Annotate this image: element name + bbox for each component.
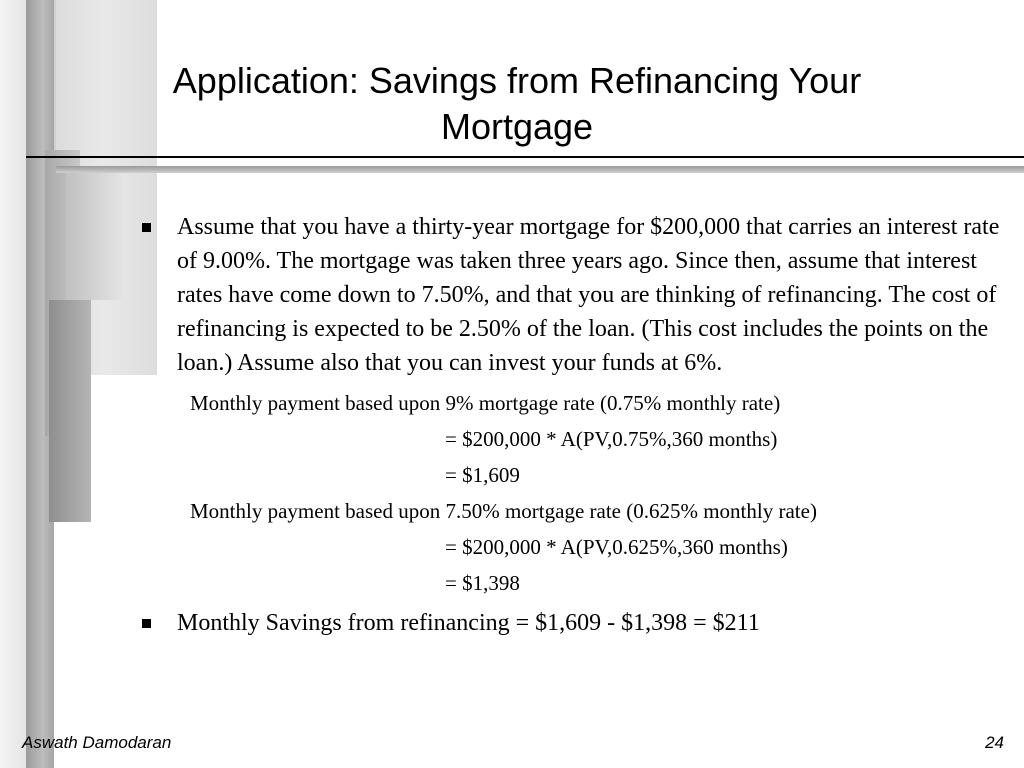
page-number: 24 (985, 733, 1004, 752)
decorative-bar-light-block (66, 170, 126, 300)
calc-line: = $200,000 * A(PV,0.75%,360 months) (445, 427, 778, 451)
slide-title-line-1: Application: Savings from Refinancing Your (172, 60, 862, 101)
bullet-text: Assume that you have a thirty-year mortgage for $200,000 that carries an interest rate of 9.00%. The mortgage was taken three years ago. Since then, assume that interest rates have come down to 7.50%, and that you are thinking of refinancing. The cost of refinancing is expected to be 2.50% of the loan. (This cost includes the points on the loan.) Assume also that you can invest your funds at 6%. (177, 214, 1000, 376)
bullet-text: Monthly Savings from refinancing = $1,609 - $1,398 = $211 (177, 610, 760, 636)
calc-line: Monthly payment based upon 9% mortgage rate (0.75% monthly rate) (190, 391, 781, 415)
title-underline (26, 156, 1024, 158)
slide-title-line-2: Mortgage (440, 106, 594, 147)
slide-title (100, 58, 934, 150)
square-bullet-icon (142, 223, 151, 232)
calc-line: = $1,609 (445, 463, 520, 487)
calc-line: = $200,000 * A(PV,0.625%,360 months) (445, 535, 788, 559)
footer-author: Aswath Damodaran (22, 733, 172, 752)
slide-body (140, 210, 1000, 640)
bullet-item (140, 606, 1000, 640)
square-bullet-icon (142, 619, 151, 628)
decorative-bar-dark-block (49, 300, 91, 522)
title-shadow-bar (56, 166, 1024, 173)
bullet-item (140, 210, 1000, 380)
calc-line: Monthly payment based upon 7.50% mortgage rate (0.625% monthly rate) (190, 499, 817, 523)
calc-line: = $1,398 (445, 571, 520, 595)
